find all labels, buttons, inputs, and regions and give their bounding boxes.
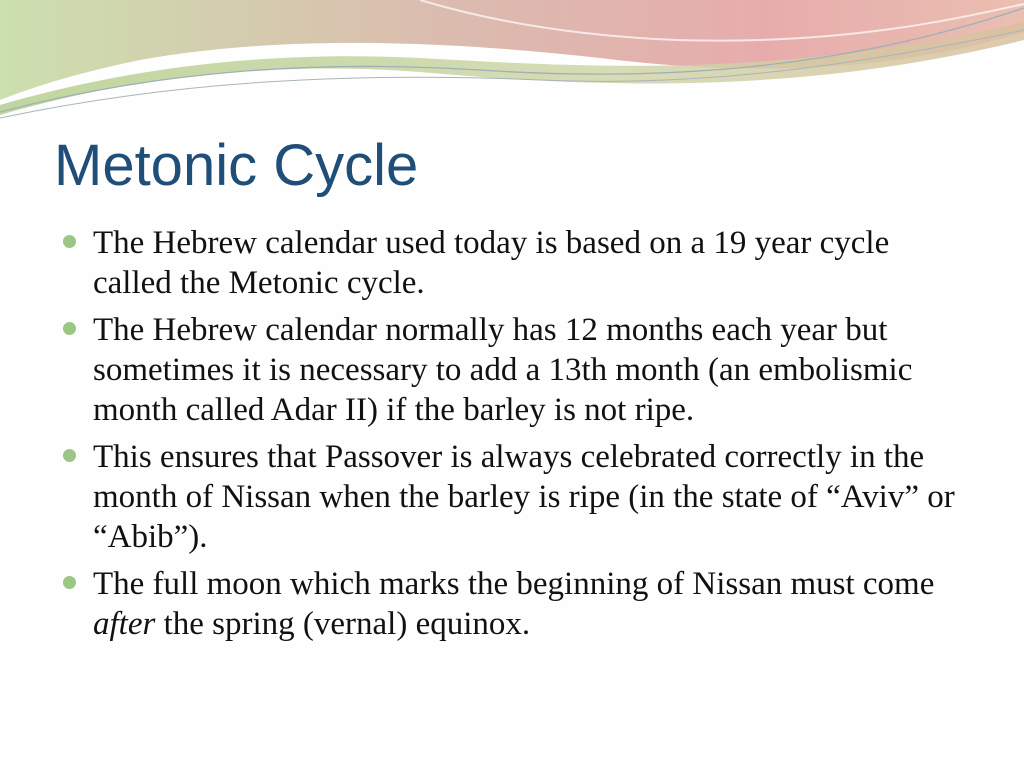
bullet-marker-icon <box>63 235 76 248</box>
bullet-text: The Hebrew calendar normally has 12 months each year but sometimes it is necessary to add a 13th month (an embolismic month called Adar II) if the barley is not ripe. <box>93 312 913 428</box>
bullet-text-part: The full moon which marks the beginning of Nissan must come <box>93 566 935 602</box>
bullet-text <box>93 566 934 642</box>
bullet-item <box>60 564 960 644</box>
bullet-marker-icon <box>63 576 76 589</box>
bullet-item <box>60 437 960 557</box>
slide-title: Metonic Cycle <box>54 133 419 198</box>
bullet-marker-icon <box>63 449 76 462</box>
bullet-text: The Hebrew calendar used today is based on a 19 year cycle called the Metonic cycle. <box>93 225 890 301</box>
bullet-marker-icon <box>63 322 76 335</box>
emphasized-word: after <box>93 606 156 642</box>
decorative-wave-header <box>0 0 1024 130</box>
bullet-item <box>60 310 960 430</box>
bullet-text-part: the spring (vernal) equinox. <box>155 606 531 642</box>
bullet-list <box>60 223 960 651</box>
bullet-item <box>60 223 960 303</box>
bullet-text: This ensures that Passover is always celebrated correctly in the month of Nissan when the barley is ripe (in the state of “Aviv” or “Abib”). <box>93 439 955 555</box>
